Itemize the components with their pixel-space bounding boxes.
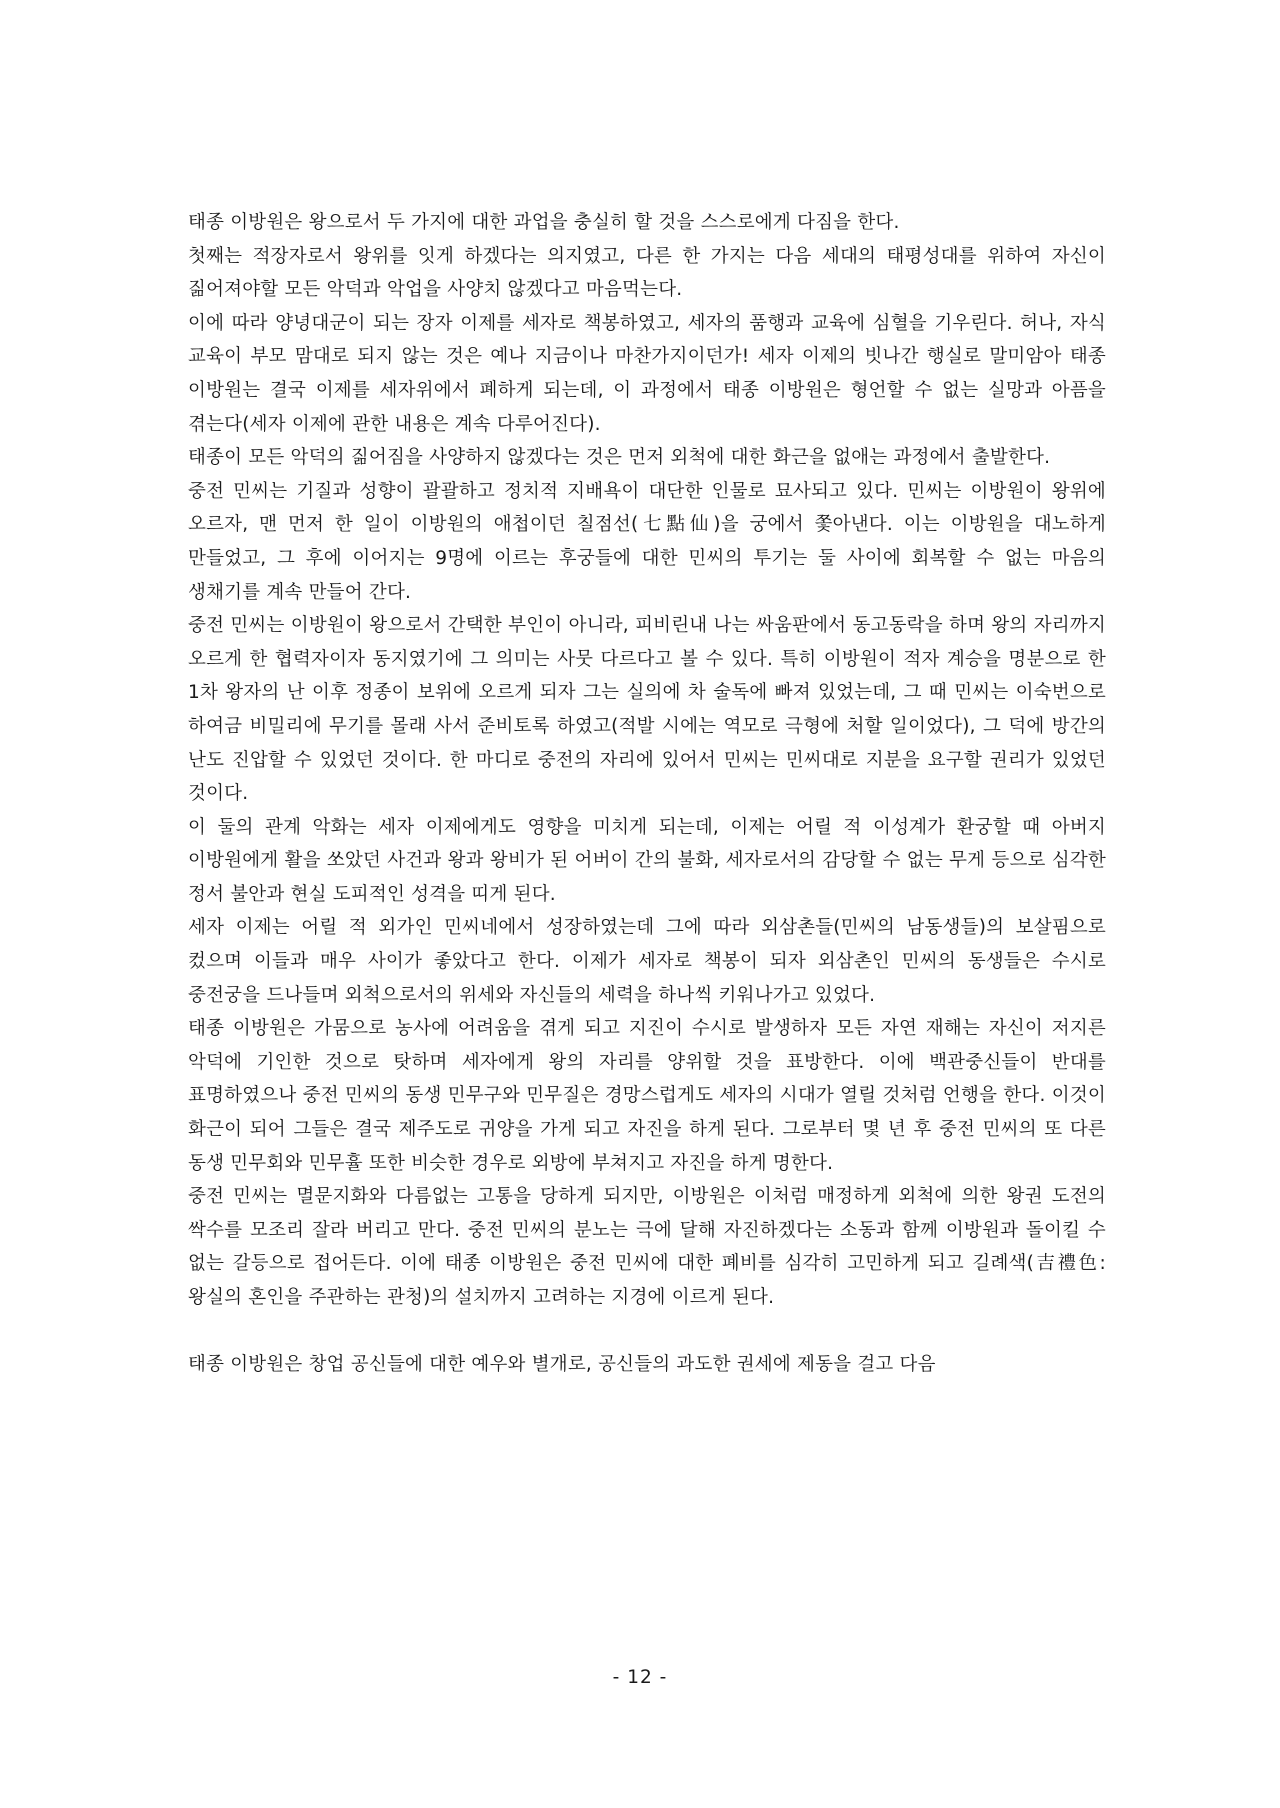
paragraph: 중전 민씨는 이방원이 왕으로서 간택한 부인이 아니라, 피비린내 나는 싸움판에서 동고동락을 하며 왕의 자리까지 오르게 한 협력자이자 동지였기에 그 의미는 사뭇 다르다고 볼 수 있다. 특히 이방원이 적자 계승을 명분으로 한 1차 왕자의 난 이후 정종이 보위에 오르게 되자 그는 실의에 차 술독에 빠져 있었는데, 그 때 민씨는 이숙번으로 하여금 비밀리에 무기를 몰래 사서 준비토록 하였고(적발 시에는 역모로 극형에 처할 일이었다), 그 덕에 방간의 난도 진압할 수 있었던 것이다. 한 마디로 중전의 자리에 있어서 민씨는 민씨대로 지분을 요구할 권리가 있었던 것이다. [188,615,1106,805]
paragraph: 태종이 모든 악덕의 짊어짐을 사양하지 않겠다는 것은 먼저 외척에 대한 화근을 없애는 과정에서 출발한다. [188,447,1051,469]
paragraph: 세자 이제는 어릴 적 외가인 민씨네에서 성장하였는데 그에 따라 외삼촌들(민씨의 남동생들)의 보살핌으로 컸으며 이들과 매우 사이가 좋았다고 한다. 이제가 세자로 책봉이 되자 외삼촌인 민씨의 동생들은 수시로 중전궁을 드나들며 외척으로서의 위세와 자신들의 세력을 하나씩 키워나가고 있었다. [188,917,1106,1006]
document-body [188,206,1106,1382]
paragraph: 태종 이방원은 왕으로서 두 가지에 대한 과업을 충실히 할 것을 스스로에게 다짐을 한다. [188,212,900,233]
paragraph: 태종 이방원은 가뭄으로 농사에 어려움을 겪게 되고 지진이 수시로 발생하자 모든 자연 재해는 자신이 저지른 악덕에 기인한 것으로 탓하며 세자에게 왕의 자리를 양위할 것을 표방한다. 이에 백관중신들이 반대를 표명하였으나 중전 민씨의 동생 민무구와 민무질은 경망스럽게도 세자의 시대가 열릴 것처럼 언행을 한다. 이것이 화근이 되어 그들은 결국 제주도로 귀양을 가게 되고 자진을 하게 된다. 그로부터 몇 년 후 중전 민씨의 또 다른 동생 민무회와 민무휼 또한 비슷한 경우로 외방에 부쳐지고 자진을 하게 명한다. [188,1018,1106,1174]
paragraph: 태종 이방원은 창업 공신들에 대한 예우와 별개로, 공신들의 과도한 권세에 제동을 걸고 다음 [188,1354,936,1376]
paragraph: 중전 민씨는 멸문지화와 다름없는 고통을 당하게 되지만, 이방원은 이처럼 매정하게 외척에 의한 왕권 도전의 싹수를 모조리 잘라 버리고 만다. 중전 민씨의 분노는 극에 달해 자진하겠다는 소동과 함께 이방원과 돌이킬 수 없는 갈등으로 접어든다. 이에 태종 이방원은 중전 민씨에 대한 폐비를 심각히 고민하게 되고 길례색(吉禮色:왕실의 혼인을 주관하는 관청)의 설치까지 고려하는 지경에 이르게 된다. [188,1186,1106,1308]
paragraph: 중전 민씨는 기질과 성향이 괄괄하고 정치적 지배욕이 대단한 인물로 묘사되고 있다. 민씨는 이방원이 왕위에 오르자, 맨 먼저 한 일이 이방원의 애첩이던 칠점선(七點仙)을 궁에서 쫓아낸다. 이는 이방원을 대노하게 만들었고, 그 후에 이어지는 9명에 이르는 후궁들에 대한 민씨의 투기는 둘 사이에 회복할 수 없는 마음의 생채기를 계속 만들어 간다. [188,480,1106,603]
page-number: - 12 - [612,1667,668,1688]
paragraph: 이에 따라 양녕대군이 되는 장자 이제를 세자로 책봉하였고, 세자의 품행과 교육에 심혈을 기우린다. 허나, 자식 교육이 부모 맘대로 되지 않는 것은 예나 지금이나 마찬가지이던가! 세자 이제의 빗나간 행실로 말미암아 태종 이방원는 결국 이제를 세자위에서 폐하게 되는데, 이 과정에서 태종 이방원은 형언할 수 없는 실망과 아픔을 겪는다(세자 이제에 관한 내용은 계속 다루어진다). [188,312,1106,435]
paragraph: 첫째는 적장자로서 왕위를 잇게 하겠다는 의지였고, 다른 한 가지는 다음 세대의 태평성대를 위하여 자신이 짊어져야할 모든 악덕과 악업을 사양치 않겠다고 마음먹는다. [188,245,1106,301]
paragraph: 이 둘의 관계 악화는 세자 이제에게도 영향을 미치게 되는데, 이제는 어릴 적 이성계가 환궁할 때 아버지 이방원에게 활을 쏘았던 사건과 왕과 왕비가 된 어버이 간의 불화, 세자로서의 감당할 수 없는 무게 등으로 심각한 정서 불안과 현실 도피적인 성격을 띠게 된다. [188,816,1106,905]
